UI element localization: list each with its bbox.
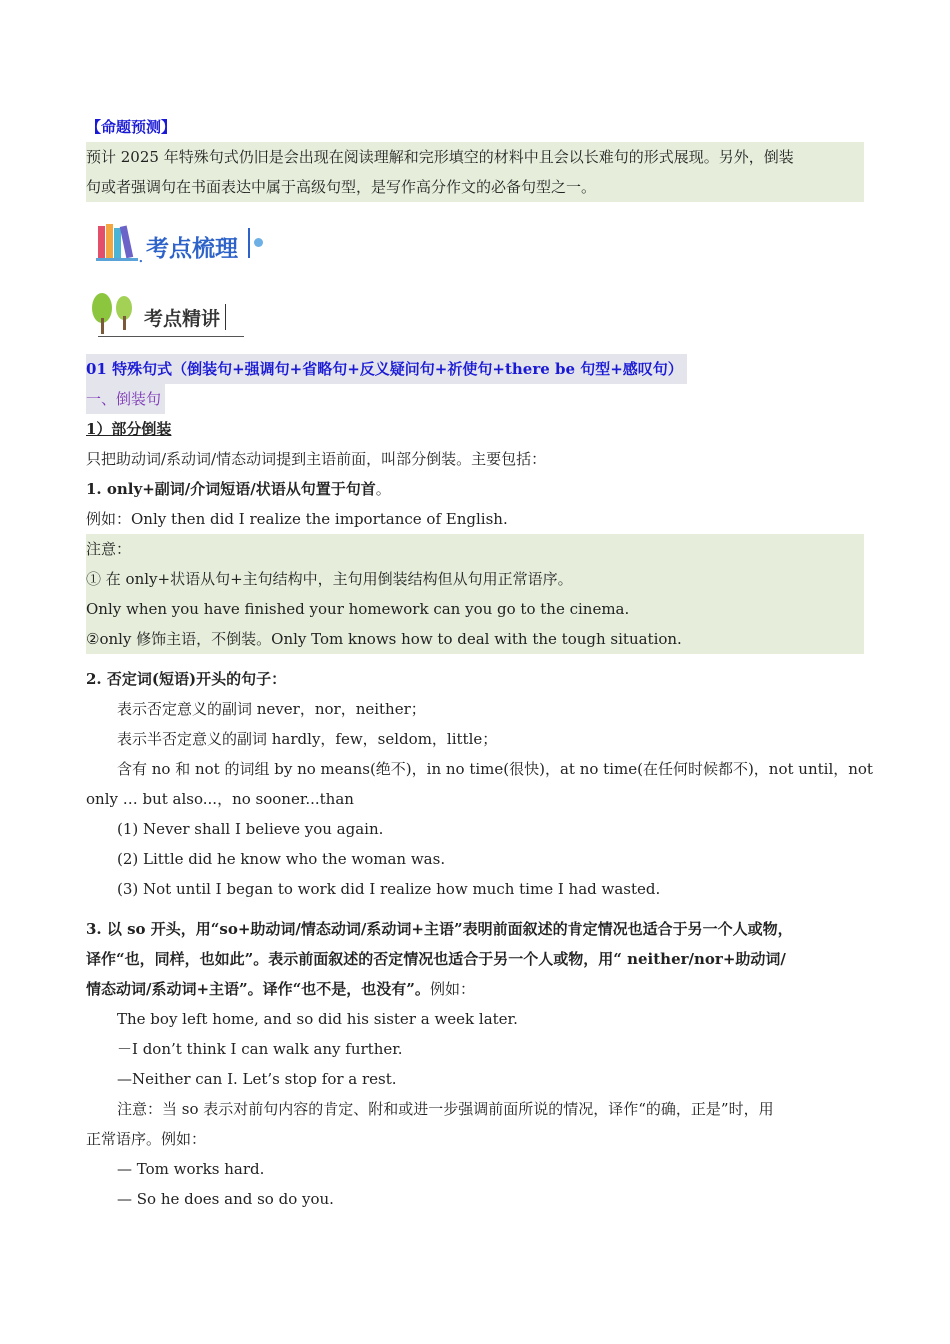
banner-jingjiang-title: 考点精讲 bbox=[144, 308, 221, 330]
banner-jingjiang-underline bbox=[98, 336, 244, 337]
point2-example-3: (3) Not until I began to work did I realize how much time I had wasted. bbox=[117, 880, 661, 898]
banner-kaodian-jingjiang bbox=[86, 286, 864, 350]
prediction-heading: 【命题预测】 bbox=[86, 118, 177, 136]
point3-title-line-3 bbox=[86, 974, 864, 1004]
point3-example-5: — So he does and so do you. bbox=[117, 1190, 334, 1208]
point2-example-1: (1) Never shall I believe you again. bbox=[117, 820, 384, 838]
point3-note-line-2: 正常语序。例如： bbox=[86, 1130, 207, 1148]
point2-example-2: (2) Little did he know who the woman was. bbox=[117, 850, 446, 868]
point2-title: 2. 否定词(短语)开头的句子： bbox=[86, 670, 287, 688]
banner-jingjiang-cursor bbox=[225, 304, 226, 330]
point3-title-line-1: 3. 以 so 开头，用“so+助动词/情态动词/系动词+主语”表明前面叙述的肯定情况也适合于另一个人或物， bbox=[86, 920, 793, 938]
banner-shuli-title: 考点梳理 bbox=[146, 236, 238, 262]
point3-note-line-1: 注意：当 so 表示对前句内容的肯定、附和或进一步强调前面所说的情况，译作“的确，正是”时，用 bbox=[117, 1100, 774, 1118]
point1-note-1-example: Only when you have finished your homework can you go to the cinema. bbox=[86, 600, 630, 618]
prediction-line-2: 句或者强调句在书面表达中属于高级句型，是写作高分作文的必备句型之一。 bbox=[86, 178, 597, 196]
section-intro: 只把助动词/系动词/情态动词提到主语前面，叫部分倒装。主要包括： bbox=[86, 450, 547, 468]
point3-example-3: —Neither can I. Let’s stop for a rest. bbox=[117, 1070, 397, 1088]
point1-example: 例如：Only then did I realize the importance of English. bbox=[86, 510, 508, 528]
banner-shuli-bullet bbox=[254, 238, 263, 247]
point2-line-2: 表示半否定意义的副词 hardly，few，seldom，little； bbox=[117, 730, 498, 748]
section-subtitle-partial: 1）部分倒装 bbox=[86, 420, 172, 438]
banner-shuli-dot: . bbox=[138, 246, 144, 267]
section-title: 01 特殊句式（倒装句+强调句+省略句+反义疑问句+祈使句+there be 句型+感叹句） bbox=[86, 354, 687, 384]
books-icon bbox=[96, 222, 140, 262]
point3-example-1: The boy left home, and so did his sister a week later. bbox=[117, 1010, 518, 1028]
point1-note-box bbox=[86, 534, 864, 654]
point3-example-2: －I don’t think I can walk any further. bbox=[117, 1040, 403, 1058]
point3-example-4: — Tom works hard. bbox=[117, 1160, 265, 1178]
section-subtitle-inversion: 一、倒装句 bbox=[86, 384, 165, 414]
point1-title-tail: 。 bbox=[375, 480, 391, 498]
point1-note-label: 注意： bbox=[86, 540, 132, 558]
point3-title-line-3-tail: 例如： bbox=[429, 980, 475, 998]
document-page bbox=[86, 112, 873, 1214]
banner-shuli-cursor bbox=[248, 228, 250, 258]
point2-line-1: 表示否定意义的副词 never，nor，neither； bbox=[117, 700, 426, 718]
point3-title-line-2: 译作“也，同样，也如此”。表示前面叙述的否定情况也适合于另一个人或物，用“ neither/nor+助动词/ bbox=[86, 950, 786, 968]
point1-note-1: ① 在 only+状语从句+主句结构中，主句用倒装结构但从句用正常语序。 bbox=[86, 570, 573, 588]
point3-title-line-3-text: 情态动词/系动词+主语”。译作“也不是，也没有”。 bbox=[86, 980, 430, 998]
point1-title-text: 1. only+副词/介词短语/状语从句置于句首 bbox=[86, 480, 376, 498]
point1-title bbox=[86, 474, 864, 504]
prediction-paragraph bbox=[86, 142, 864, 202]
banner-kaodian-shuli bbox=[86, 216, 864, 280]
trees-icon bbox=[88, 292, 138, 338]
point1-note-2: ②only 修饰主语，不倒装。Only Tom knows how to deal with the tough situation. bbox=[86, 630, 682, 648]
prediction-line-1: 预计 2025 年特殊句式仍旧是会出现在阅读理解和完形填空的材料中且会以长难句的形式展现。另外，倒装 bbox=[86, 148, 794, 166]
point2-line-3b: only … but also...，no sooner...than bbox=[86, 790, 354, 808]
point2-line-3a: 含有 no 和 not 的词组 by no means(绝不)，in no time(很快)，at no time(在任何时候都不)，not until，not bbox=[117, 760, 873, 778]
